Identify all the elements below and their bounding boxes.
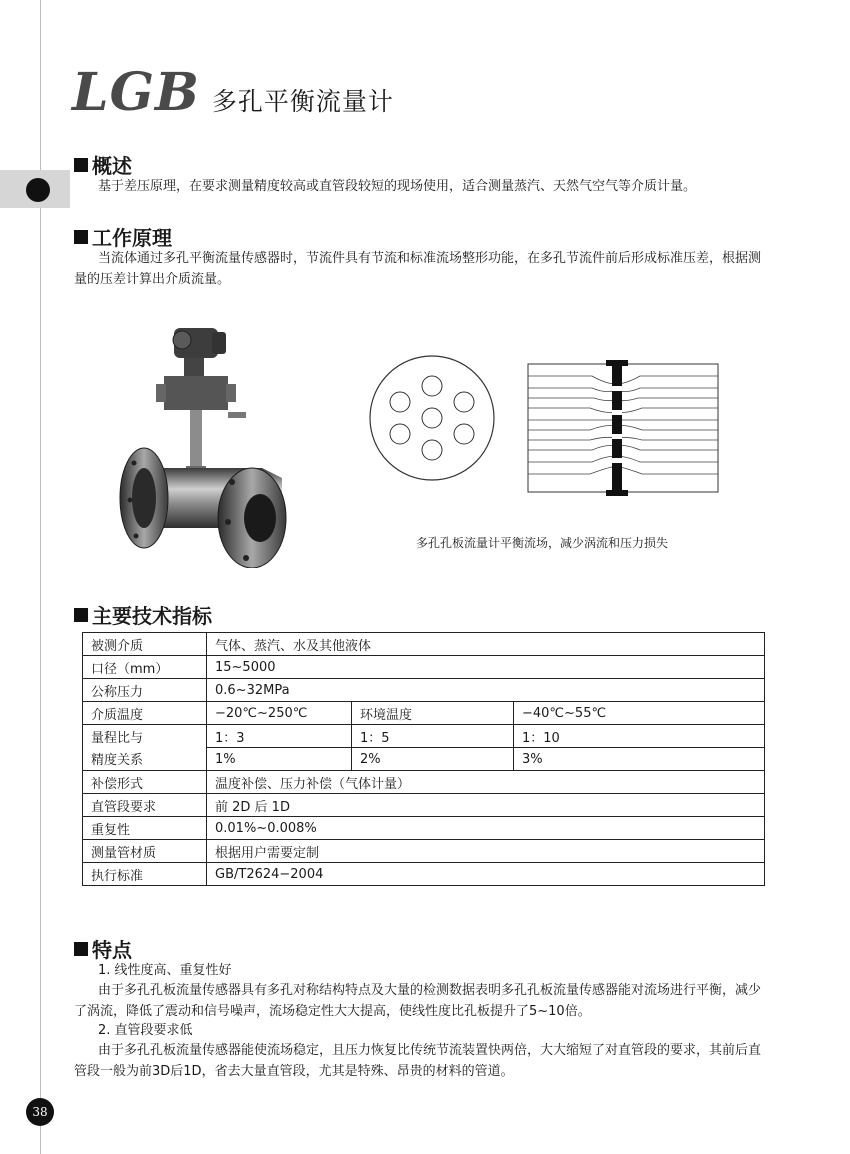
spec-label: 量程比与 (83, 725, 207, 748)
spec-value: 0.6~32MPa (207, 679, 765, 702)
spec-label: 口径（mm） (83, 656, 207, 679)
features-heading: 特点 (74, 934, 132, 963)
table-row (83, 725, 765, 748)
table-row (83, 840, 765, 863)
table-row (83, 656, 765, 679)
flowmeter-photo (112, 318, 302, 568)
model-code: LGB (72, 62, 200, 123)
accuracy-value: 1% (207, 748, 352, 771)
page-number: 38 (26, 1098, 54, 1126)
table-row (83, 748, 765, 771)
spec-value: −20℃~250℃ (207, 702, 352, 725)
env-temp-label: 环境温度 (352, 702, 514, 725)
spec-value: 温度补偿、压力补偿（气体计量） (207, 771, 765, 794)
page-title (72, 62, 394, 123)
square-bullet-icon (74, 942, 88, 956)
spec-value: 前 2D 后 1D (207, 794, 765, 817)
table-row (83, 702, 765, 725)
principle-text: 当流体通过多孔平衡流量传感器时，节流件具有节流和标准流场整形功能，在多孔节流件前后形成标准压差，根据测量的压差计算出介质流量。 (74, 251, 762, 287)
specs-table (82, 632, 765, 886)
env-temp-value: −40℃~55℃ (514, 702, 765, 725)
feature-text: 由于多孔孔板流量传感器具有多孔对称结构特点及大量的检测数据表明多孔孔板流量传感器能对流场进行平衡，减少了涡流，降低了震动和信号噪声，流场稳定性大大提高，使线性度比孔板提升了5~10倍。 (74, 983, 762, 1019)
product-name: 多孔平衡流量计 (211, 87, 394, 116)
square-bullet-icon (74, 608, 88, 622)
spec-label: 公称压力 (83, 679, 207, 702)
spec-label: 执行标准 (83, 863, 207, 886)
feature-title: 2. 直管段要求低 (98, 1023, 193, 1038)
spec-label: 介质温度 (83, 702, 207, 725)
table-row (83, 679, 765, 702)
orifice-plate-diagram (360, 350, 730, 500)
overview-text: 基于差压原理，在要求测量精度较高或直管段较短的现场使用，适合测量蒸汽、天然气空气等介质计量。 (98, 179, 697, 194)
principle-heading: 工作原理 (74, 222, 172, 251)
square-bullet-icon (74, 158, 88, 172)
spec-value: 15~5000 (207, 656, 765, 679)
spec-label: 补偿形式 (83, 771, 207, 794)
spec-label: 测量管材质 (83, 840, 207, 863)
figure-caption: 多孔孔板流量计平衡流场，减少涡流和压力损失 (416, 536, 669, 550)
range-ratio: 1：10 (514, 725, 765, 748)
table-row (83, 817, 765, 840)
range-ratio: 1：5 (352, 725, 514, 748)
tab-dot-icon (26, 178, 50, 202)
spec-label: 被测介质 (83, 633, 207, 656)
accuracy-value: 3% (514, 748, 765, 771)
spec-label: 精度关系 (83, 748, 207, 771)
table-row (83, 794, 765, 817)
table-row (83, 863, 765, 886)
square-bullet-icon (74, 230, 88, 244)
spec-value: GB/T2624−2004 (207, 863, 765, 886)
table-row (83, 771, 765, 794)
spec-value: 0.01%~0.008% (207, 817, 765, 840)
range-ratio: 1：3 (207, 725, 352, 748)
table-row (83, 633, 765, 656)
spec-label: 直管段要求 (83, 794, 207, 817)
feature-title: 1. 线性度高、重复性好 (98, 963, 232, 978)
accuracy-value: 2% (352, 748, 514, 771)
feature-text: 由于多孔孔板流量传感器能使流场稳定，且压力恢复比传统节流装置快两倍，大大缩短了对直管段的要求，其前后直管段一般为前3D后1D，省去大量直管段，尤其是特殊、昂贵的材料的管道。 (74, 1043, 762, 1079)
spec-value: 根据用户需要定制 (207, 840, 765, 863)
specs-heading: 主要技术指标 (74, 600, 212, 629)
overview-heading: 概述 (74, 150, 132, 179)
spec-value: 气体、蒸汽、水及其他液体 (207, 633, 765, 656)
spec-label: 重复性 (83, 817, 207, 840)
